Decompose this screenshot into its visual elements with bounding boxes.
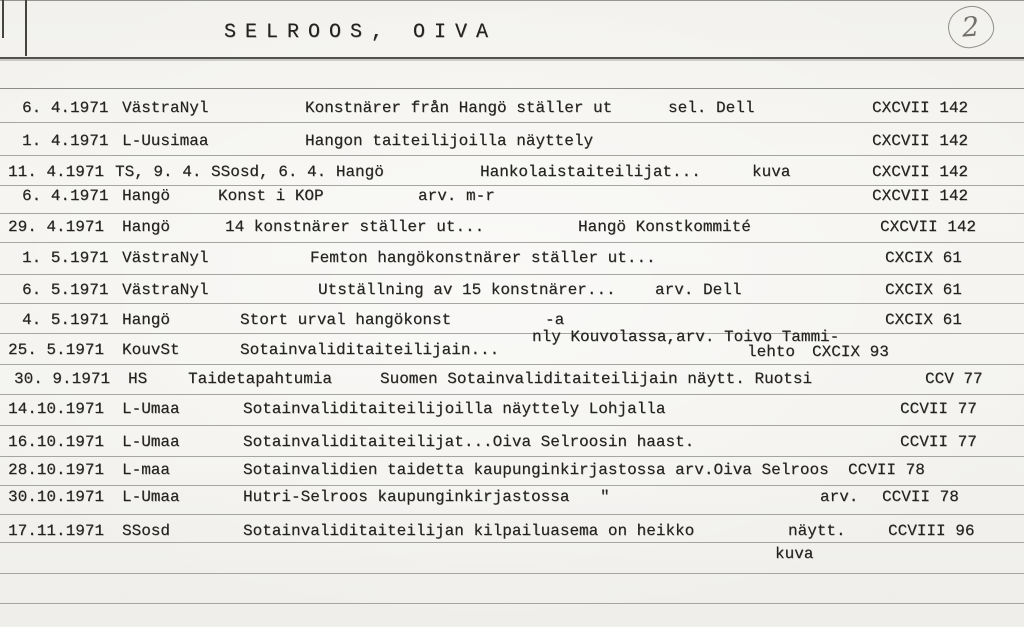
ruled-line: [0, 185, 1024, 186]
ruled-line: [0, 485, 1024, 486]
entry-ref: CXCIX 61: [885, 249, 962, 267]
entry-date: 1. 4.1971: [22, 132, 109, 150]
ruled-line: [0, 603, 1024, 604]
entry-note: Hangö Konstkommité: [578, 218, 751, 236]
entry-continuation: kuva: [775, 545, 814, 563]
entry-date: 4. 5.1971: [22, 311, 109, 329]
entry-date: 6. 4.1971: [22, 99, 109, 117]
entry-title: 14 konstnärer ställer ut...: [225, 218, 485, 236]
entry-source: KouvSt: [122, 341, 180, 359]
entry-source: L-Umaa: [122, 400, 180, 418]
ruled-line: [0, 573, 1024, 574]
ruled-line: [0, 456, 1024, 457]
entry-source: L-maa: [122, 461, 171, 479]
entry-note: -a: [545, 311, 565, 329]
entry-annotation: lehto: [747, 343, 796, 361]
entry-source: TS, 9. 4. SSosd, 6. 4. Hangö: [115, 163, 384, 181]
entry-date: 1. 5.1971: [22, 249, 109, 267]
entry-note: arv. Dell: [655, 281, 742, 299]
entry-source: VästraNyl: [122, 281, 209, 299]
entry-source: Hangö: [122, 218, 171, 236]
entry-title: Konstnärer från Hangö ställer ut: [305, 99, 613, 117]
entry-title: Sotainvaliditaiteilijan kilpailuasema on heikko: [243, 522, 695, 540]
entry-source: L-Umaa: [122, 433, 180, 451]
entry-note: sel. Dell: [668, 99, 755, 117]
entry-source: VästraNyl: [122, 99, 209, 117]
entry-ditto: ": [600, 488, 610, 506]
entry-annotation: nly Kouvolassa,arv. Toivo Tammi-: [532, 328, 840, 346]
entry-date: 28.10.1971: [8, 461, 105, 479]
ruled-line: [0, 274, 1024, 275]
entry-title: Sotainvalidien taidetta kaupunginkirjastossa arv.Oiva Selroos: [243, 461, 829, 479]
ruled-line: [0, 333, 1024, 334]
entry-date: 6. 4.1971: [22, 187, 109, 205]
entry-note: kuva: [752, 163, 791, 181]
entry-date: 17.11.1971: [8, 522, 105, 540]
entry-title: Suomen Sotainvaliditaiteilijain näytt. Ruotsi: [380, 370, 813, 388]
scan-mark: [2, 0, 4, 38]
entry-ref: CXCIX 61: [885, 311, 962, 329]
entry-ref: CCVIII 96: [888, 522, 975, 540]
entry-title: Taidetapahtumia: [188, 370, 333, 388]
ruled-line: [0, 122, 1024, 123]
entry-date: 25. 5.1971: [8, 341, 105, 359]
entry-ref: CXCIX 93: [812, 343, 889, 361]
ruled-line: [0, 514, 1024, 515]
entry-date: 14.10.1971: [8, 400, 105, 418]
entry-ref: CXCVII 142: [872, 132, 969, 150]
entry-title: Konst i KOP: [218, 187, 324, 205]
entry-source: HS: [128, 370, 148, 388]
entry-source: L-Uusimaa: [122, 132, 209, 150]
scan-mark: [25, 0, 27, 56]
page-number-badge: [946, 4, 996, 51]
entry-note: arv.: [820, 488, 859, 506]
ruled-line: [0, 213, 1024, 214]
ruled-line: [0, 542, 1024, 543]
ruled-line: [0, 394, 1024, 395]
entry-ref: CXCVII 142: [880, 218, 977, 236]
entry-source: SSosd: [122, 522, 171, 540]
page-title: SELROOS, OIVA: [224, 21, 498, 44]
entry-ref: CCVII 78: [882, 488, 959, 506]
entry-title: Hangon taiteilijoilla näyttely: [305, 132, 594, 150]
entry-date: 30.10.1971: [8, 488, 105, 506]
ruled-line: [0, 57, 1024, 59]
entry-date: 16.10.1971: [8, 433, 105, 451]
entry-ref: CCV 77: [925, 370, 983, 388]
ruled-line: [0, 88, 1024, 89]
ruled-line: [0, 303, 1024, 304]
entry-date: 6. 5.1971: [22, 281, 109, 299]
entry-title: Sotainvaliditaiteilijain...: [240, 341, 500, 359]
entry-date: 30. 9.1971: [14, 370, 111, 388]
entry-date: 29. 4.1971: [8, 218, 105, 236]
ruled-line: [0, 364, 1024, 365]
entry-note: näytt.: [788, 522, 846, 540]
entry-title: Hankolaistaiteilijat...: [480, 163, 701, 181]
page-number: 2: [961, 10, 981, 44]
entry-ref: CXCVII 142: [872, 187, 969, 205]
entry-title: Sotainvaliditaiteilijoilla näyttely Lohjalla: [243, 400, 666, 418]
entry-title: Hutri-Selroos kaupunginkirjastossa: [243, 488, 570, 506]
entry-source: VästraNyl: [122, 249, 209, 267]
entry-source: Hangö: [122, 187, 171, 205]
ruled-line: [0, 155, 1024, 156]
entry-title: Stort urval hangökonst: [240, 311, 452, 329]
entry-ref: CXCVII 142: [872, 163, 969, 181]
entry-title: Femton hangökonstnärer ställer ut...: [310, 249, 656, 267]
entry-ref: CXCIX 61: [885, 281, 962, 299]
entry-source: Hangö: [122, 311, 171, 329]
entry-note: arv. m-r: [418, 187, 495, 205]
entry-ref: CCVII 77: [900, 433, 977, 451]
scan-edge: [0, 0, 1024, 1]
ruled-line: [0, 425, 1024, 426]
entry-title: Utställning av 15 konstnärer...: [318, 281, 616, 299]
entry-title: Sotainvaliditaiteilijat...Oiva Selroosin haast.: [243, 433, 695, 451]
entry-ref: CXCVII 142: [872, 99, 969, 117]
entry-ref: CCVII 77: [900, 400, 977, 418]
entry-date: 11. 4.1971: [8, 163, 105, 181]
ruled-line: [0, 242, 1024, 243]
entry-ref: CCVII 78: [848, 461, 925, 479]
entry-source: L-Umaa: [122, 488, 180, 506]
